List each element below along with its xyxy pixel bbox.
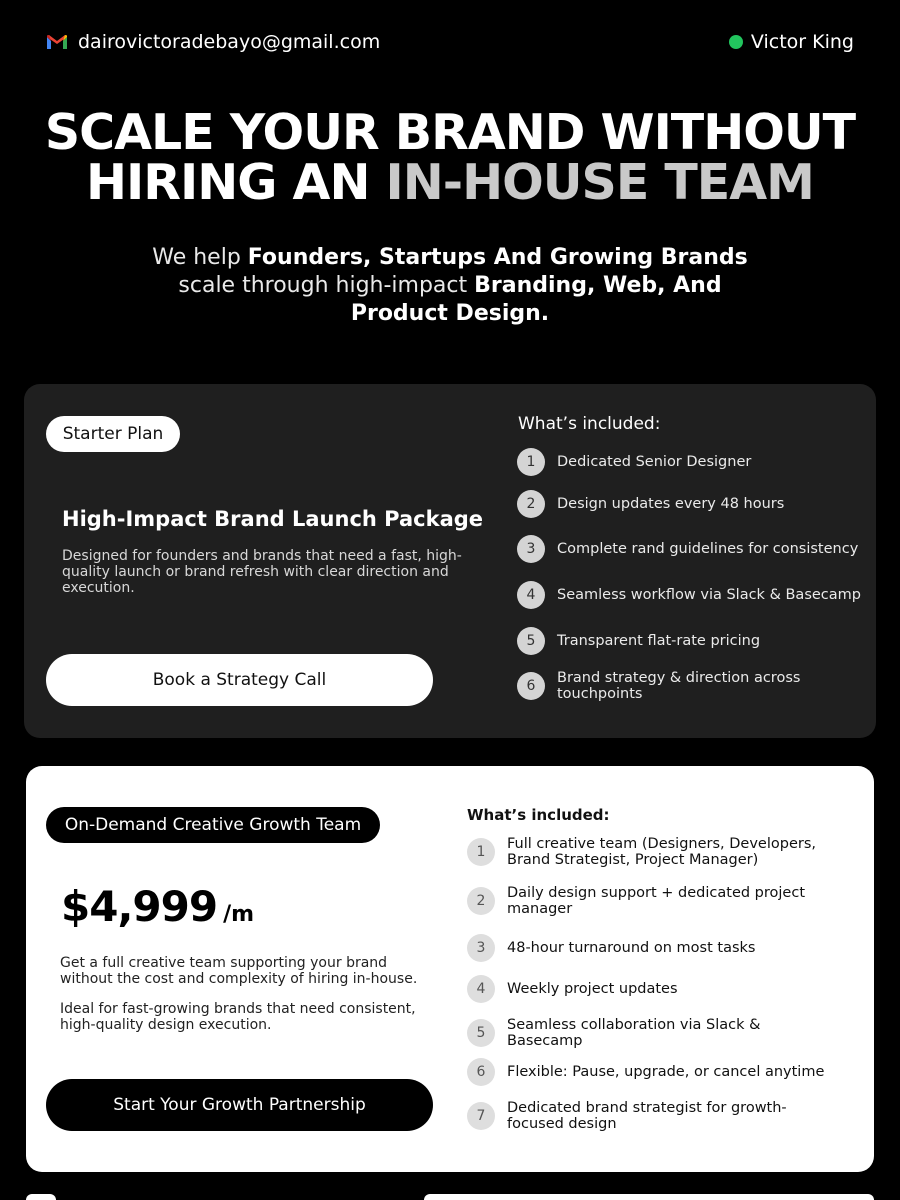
list-item [517, 448, 862, 476]
included-heading: What’s included: [467, 806, 610, 824]
list-item [517, 627, 862, 655]
number-badge: 4 [467, 975, 495, 1003]
feature-text: Dedicated brand strategist for growth-focused design [507, 1100, 787, 1132]
feature-text: Brand strategy & direction across touchpoints [557, 670, 801, 702]
hero-title-line2a: HIRING AN [86, 154, 386, 211]
list-item [467, 975, 827, 1003]
list-item [467, 836, 827, 868]
number-badge: 3 [467, 934, 495, 962]
feature-text: Complete rand guidelines for consistency [557, 541, 859, 557]
gmail-icon [46, 34, 68, 50]
list-item [517, 535, 862, 563]
number-badge: 3 [517, 535, 545, 563]
feature-text: Dedicated Senior Designer [557, 454, 752, 470]
starter-plan-card [24, 384, 876, 738]
package-title: High-Impact Brand Launch Package [62, 507, 484, 531]
next-card-edge [26, 1194, 56, 1200]
book-strategy-call-button[interactable]: Book a Strategy Call [46, 654, 433, 706]
start-growth-partnership-button[interactable]: Start Your Growth Partnership [46, 1079, 433, 1131]
feature-text: Daily design support + dedicated project manager [507, 885, 806, 917]
hero-sub-3: scale through high-impact [178, 273, 475, 298]
number-badge: 1 [517, 448, 545, 476]
user-name: Victor King [750, 31, 854, 53]
hero-subtitle [130, 244, 770, 328]
price-amount: $4,999 [61, 882, 218, 931]
feature-text: 48-hour turnaround on most tasks [507, 940, 756, 956]
included-heading: What’s included: [518, 414, 661, 434]
number-badge: 7 [467, 1102, 495, 1130]
hero-sub-1: We help [152, 245, 248, 270]
number-badge: 4 [517, 581, 545, 609]
feature-text: Seamless collaboration via Slack & Basecamp [507, 1017, 761, 1049]
feature-text: Design updates every 48 hours [557, 496, 785, 512]
growth-description: Get a full creative team supporting your brand without the cost and complexity of hiring in-house. [60, 955, 418, 987]
list-item [467, 934, 827, 962]
starter-plan-badge: Starter Plan [46, 416, 180, 452]
number-badge: 2 [467, 887, 495, 915]
list-item [467, 1100, 827, 1132]
top-bar [46, 28, 854, 56]
feature-text: Full creative team (Designers, Developers, Brand Strategist, Project Manager) [507, 836, 816, 868]
hero-sub-4: Branding, Web, And Product Design. [350, 273, 722, 326]
number-badge: 1 [467, 838, 495, 866]
number-badge: 6 [467, 1058, 495, 1086]
online-status-icon [729, 35, 743, 49]
email-contact[interactable] [46, 31, 380, 53]
list-item [517, 581, 862, 609]
list-item [467, 1058, 827, 1086]
number-badge: 5 [517, 627, 545, 655]
growth-team-card [26, 766, 874, 1172]
price [61, 882, 254, 931]
feature-text: Seamless workflow via Slack & Basecamp [557, 587, 861, 603]
number-badge: 6 [517, 672, 545, 700]
email-address: dairovictoradebayo@gmail.com [78, 31, 381, 53]
list-item [517, 670, 862, 702]
next-card-edge [424, 1194, 874, 1200]
hero-title-line1: SCALE YOUR BRAND WITHOUT [44, 104, 856, 161]
growth-team-badge: On-Demand Creative Growth Team [46, 807, 380, 843]
feature-text: Weekly project updates [507, 981, 678, 997]
growth-ideal-for: Ideal for fast-growing brands that need consistent, high-quality design execution. [60, 1001, 416, 1033]
list-item [467, 885, 827, 917]
list-item [517, 490, 862, 518]
feature-text: Transparent flat-rate pricing [557, 633, 761, 649]
price-unit: /m [223, 902, 255, 927]
user-status [729, 31, 854, 53]
package-description: Designed for founders and brands that need a fast, high-quality launch or brand refresh with clear direction and execution. [62, 548, 462, 596]
number-badge: 5 [467, 1019, 495, 1047]
hero-title-line2b: IN-HOUSE TEAM [385, 154, 814, 211]
hero-title [0, 104, 900, 211]
feature-text: Flexible: Pause, upgrade, or cancel anytime [507, 1064, 825, 1080]
hero-sub-2: Founders, Startups And Growing Brands [247, 245, 748, 270]
list-item [467, 1017, 827, 1049]
number-badge: 2 [517, 490, 545, 518]
